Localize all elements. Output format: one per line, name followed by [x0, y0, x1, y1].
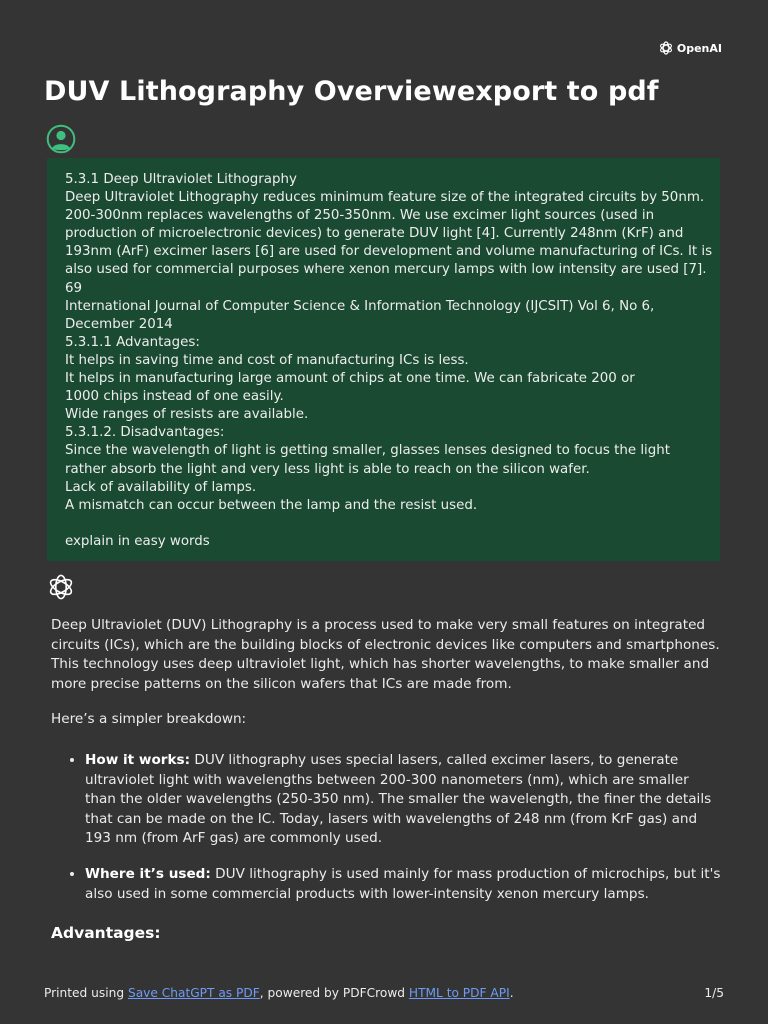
- message-line: 1000 chips instead of one easily.: [65, 389, 284, 405]
- footer-prefix: Printed using: [44, 986, 128, 1000]
- message-line: A mismatch can occur between the lamp and the resist used.: [65, 497, 478, 513]
- message-line: 200-300nm replaces wavelengths of 250-350nm. We use excimer light sources (used in: [65, 208, 655, 224]
- list-item: [85, 751, 721, 849]
- message-line: 193nm (ArF) excimer lasers [6] are used for development and volume manufacturing of ICs. It is: [65, 244, 713, 260]
- bullet-label: Where it’s used:: [85, 865, 211, 882]
- assistant-message: [51, 616, 721, 944]
- user-request: explain in easy words: [65, 533, 210, 549]
- page-title: DUV Lithography Overviewexport to pdf: [44, 76, 659, 107]
- brand-name: OpenAI: [676, 41, 722, 55]
- footer-suffix: .: [509, 986, 514, 1000]
- assistant-avatar: [47, 573, 75, 601]
- message-line: Lack of availability of lamps.: [65, 479, 257, 495]
- message-line: It helps in manufacturing large amount of chips at one time. We can fabricate 200 or: [65, 371, 635, 387]
- message-line: rather absorb the light and very less light is able to reach on the silicon wafer.: [65, 461, 590, 477]
- user-avatar-icon: [46, 124, 76, 154]
- chatgpt-avatar-icon: [47, 573, 75, 601]
- message-line: International Journal of Computer Science & Information Technology (IJCSIT) Vol 6, No 6,: [65, 298, 655, 314]
- user-message: [47, 158, 720, 561]
- openai-logo: [658, 40, 722, 56]
- message-line: 5.3.1 Deep Ultraviolet Lithography: [65, 172, 297, 187]
- message-line: 5.3.1.2. Disadvantages:: [65, 425, 225, 441]
- list-item: [85, 865, 721, 904]
- page-number: 1/5: [704, 986, 724, 1000]
- user-avatar: [46, 124, 76, 154]
- footer-credit: [44, 986, 514, 1000]
- answer-lead: Here’s a simpler breakdown:: [51, 711, 247, 728]
- message-line: Since the wavelength of light is getting smaller, glasses lenses designed to focus the light: [65, 443, 670, 459]
- bullet-label: How it works:: [85, 751, 191, 768]
- answer-intro: Deep Ultraviolet (DUV) Lithography is a process used to make very small features on integrated circuits (ICs), which are the building blocks of electronic devices like computers and smartphones. This technology uses deep ultraviolet light, which has shorter wavelengths, to make smaller and more precise patterns on the silicon wafers that ICs are made from.: [51, 617, 720, 692]
- bullet-text: DUV lithography uses special lasers, called excimer lasers, to generate ultraviolet light with wavelengths between 200-300 nanometers (nm), which are smaller than the older wavelengths (250-350 nm). The smaller the wavelength, the finer the details that can be made on the IC. Today, lasers with wavelengths of 248 nm (from KrF gas) and 193 nm (from ArF gas) are commonly used.: [85, 751, 712, 847]
- footer: [44, 986, 724, 1000]
- message-line: It helps in saving time and cost of manufacturing ICs is less.: [65, 352, 469, 368]
- html-to-pdf-api-link[interactable]: HTML to PDF API: [408, 986, 510, 1000]
- openai-logo-icon: [658, 40, 674, 56]
- answer-bullet-list: [51, 751, 721, 904]
- message-line: 5.3.1.1 Advantages:: [65, 334, 200, 350]
- footer-middle: , powered by PDFCrowd: [259, 986, 409, 1000]
- bullet-text: DUV lithography is used mainly for mass production of microchips, but it's also used in some commercial products with lower-intensity xenon mercury lamps.: [85, 865, 721, 902]
- message-line: Wide ranges of resists are available.: [65, 407, 309, 423]
- message-line: production of microelectronic devices) to generate DUV light [4]. Currently 248nm (KrF) and: [65, 226, 684, 242]
- message-line: Deep Ultraviolet Lithography reduces minimum feature size of the integrated circuits by 50nm.: [65, 190, 705, 206]
- message-line: also used for commercial purposes where xenon mercury lamps with low intensity are used [7].: [65, 262, 707, 278]
- save-chatgpt-pdf-link[interactable]: Save ChatGPT as PDF: [127, 986, 260, 1000]
- message-line: 69: [65, 280, 83, 296]
- message-line: December 2014: [65, 316, 173, 332]
- advantages-heading: Advantages:: [51, 924, 161, 943]
- paragraph-gap: [65, 515, 702, 533]
